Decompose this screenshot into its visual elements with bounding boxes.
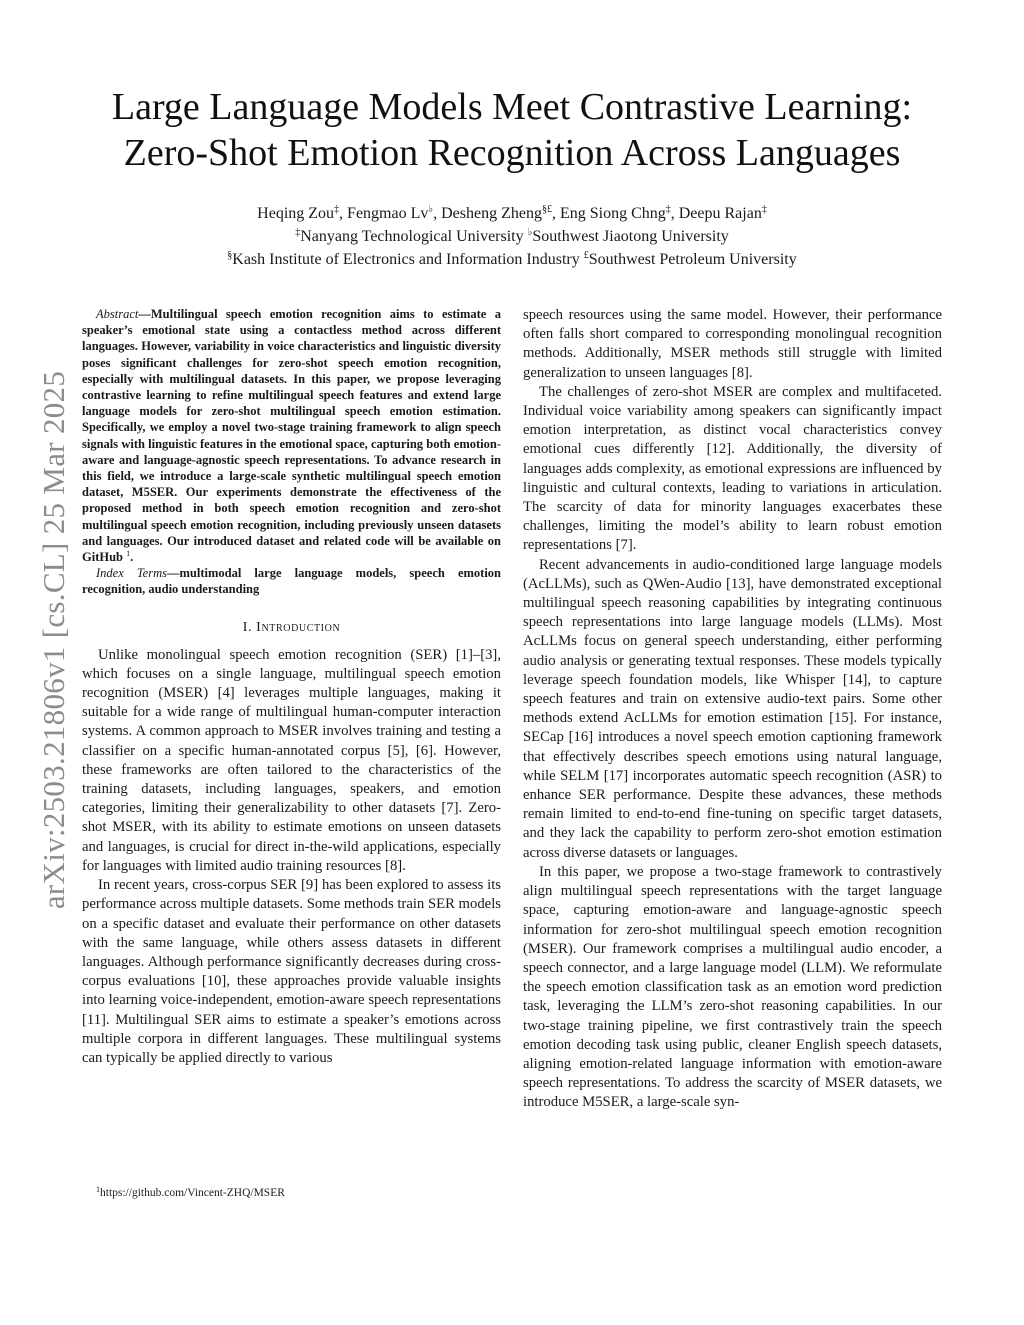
affiliation-mark: £ [583, 250, 589, 261]
affiliation-mark: § [227, 250, 233, 261]
index-terms-text: —multimodal large language models, speech emotion recognition, audio understanding [82, 566, 502, 597]
author-block [60, 202, 964, 271]
abstract-text: —Multilingual speech emotion recognition aims to estimate a speaker’s emotional state using a contactless method across different languages. However, variability in voice characteristics and linguistic diversity poses significant challenges for zero-shot speech emotion recognition, especially with multilingual datasets. In this paper, we propose leveraging contrastive learning to refine multilingual speech features and extend large language models for zero-shot multilingual speech emotion estimation. Specifically, we employ a novel two-stage training framework to align speech signals with linguistic features in the emotional space, capturing both emotion-aware and language-agnostic speech representations. To advance research in this field, we introduce a large-scale synthetic multilingual speech emotion dataset, M5SER. Our experiments demonstrate the effectiveness of the proposed method in both speech emotion recognition and zero-shot multilingual speech emotion recognition, including previously unseen datasets and languages. Our introduced dataset and related code will be available on GitHub [82, 307, 501, 565]
title-line-1: Large Language Models Meet Contrastive Learning: [111, 86, 913, 128]
author-mark: ‡ [665, 204, 671, 215]
abstract-lead: Abstract [96, 307, 139, 321]
footnote-mark: 1 [96, 1185, 100, 1194]
paragraph: In this paper, we propose a two-stage framework to contrastively align multilingual speech representations with the target language space, capturing emotion-aware and language-agnostic speech information for zero-shot multilingual speech emotion recognition (MSER). Our framework comprises a multilingual audio encoder, a speech connector, and a large language model (LLM). We reformulate the speech emotion classification task as an emotion word prediction task, leveraging the LLM’s zero-shot reasoning capabilities. In our two-stage training pipeline, we first contrastively train the speech emotion decoding task using public, cleaner English speech datasets, aligning emotion-related language information with emotion-aware speech representations. To address the scarcity of MSER datasets, we introduce M5SER, a large-scale syn- [523, 863, 942, 1111]
right-column [523, 306, 942, 1113]
author-name: , Fengmao Lv [339, 205, 429, 222]
affiliation-mark: ♭ [527, 227, 533, 238]
paragraph: speech resources using the same model. However, their performance often falls short compared to corresponding monolingual recognition methods. Additionally, MSER methods still struggle with limited generalization to unseen languages [8]. [523, 307, 942, 381]
section-heading: I. Introduction [242, 619, 341, 635]
footnote-link[interactable]: https://github.com/Vincent-ZHQ/MSER [100, 1187, 285, 1199]
author-name: Heqing Zou [257, 205, 335, 222]
footnote-marker: 1 [126, 549, 131, 559]
paper-title [60, 84, 964, 176]
paragraph: Unlike monolingual speech emotion recognition (SER) [1]–[3], which focuses on a single language, multilingual speech emotion recognition (MSER) [4] leverages multiple languages, making it suitable for a wide range of multilingual human-computer interaction systems. A common approach to MSER involves training and testing a classifier on a specific human-annotated corpus [5], [6]. However, these frameworks are often tailored to the characteristics of the training datasets, including languages, speakers, and emotion categories, limiting their generalizability to other datasets [7]. Zero-shot MSER, with its ability to estimate emotions on unseen datasets and languages, is crucial for direct in-the-wild applications, especially for languages with limited audio training resources [8]. [82, 646, 501, 874]
footnote [96, 1186, 285, 1200]
author-name: , Desheng Zheng [433, 205, 542, 222]
left-column [82, 306, 501, 1068]
affiliation-line-1 [60, 225, 964, 248]
author-mark: ‡ [761, 204, 767, 215]
author-mark: ♭ [428, 204, 434, 215]
affiliation-mark: ‡ [295, 227, 301, 238]
author-mark: §£ [541, 204, 552, 215]
index-terms-lead: Index Terms [96, 566, 167, 581]
affiliation-line-2 [60, 248, 964, 271]
author-name: , Eng Siong Chng [551, 205, 666, 222]
abstract [82, 306, 501, 565]
paragraph: Recent advancements in audio-conditioned large language models (AcLLMs), such as QWen-Audio [13], have demonstrated exceptional multilingual speech reasoning capabilities by integrating continuous speech representations into large language models (LLMs). Most AcLLMs focus on general speech understanding, either performing audio analysis or generating textual responses. These models typically leverage speech foundation models, like Whisper [14], to capture speech features and train on extensive audio-text pairs. Some other methods extend AcLLMs for emotion estimation [15]. For instance, SECap [16] introduces a novel speech emotion captioning framework that effectively describes speech emotions using natural language, while SELM [17] incorporates automatic speech recognition (ASR) to enhance SER performance. Despite these advances, these methods remain limited to end-to-end fine-tuning on specific target datasets, and they lack the capability to perform zero-shot emotion estimation across diverse datasets or languages. [523, 556, 942, 861]
affiliation-name: Southwest Petroleum University [588, 251, 797, 268]
affiliation-name: Southwest Jiaotong University [532, 228, 729, 245]
index-terms [82, 565, 501, 597]
paragraph: In recent years, cross-corpus SER [9] has been explored to assess its performance across multiple datasets. Some methods train SER models on a specific dataset and evaluate their performance on other datasets with the same language, while others assess datasets in different languages. Although performance significantly decreases during cross-corpus evaluations [10], these approaches provide valuable insights into learning voice-independent, emotion-aware speech representations [11]. Multilingual SER aims to estimate a speaker’s emotions across multiple corpora in different languages. These multilingual systems can typically be applied directly to various [82, 877, 501, 1066]
paragraph: The challenges of zero-shot MSER are complex and multifaceted. Individual voice variability among speakers can significantly impact emotion interpretation, as distinct vocal characteristics convey emotional cues differently [12]. Additionally, the diversity of languages adds complexity, as emotional expressions are influenced by linguistic and cultural contexts, leading to variations in articulation. The scarcity of data for minority languages exacerbates these challenges, limiting the model’s ability to learn robust emotion representations [7]. [523, 383, 942, 554]
title-line-2: Zero-Shot Emotion Recognition Across Languages [123, 132, 901, 174]
abstract-end: . [130, 550, 134, 565]
author-name: , Deepu Rajan [670, 205, 762, 222]
author-mark: ‡ [334, 204, 340, 215]
affiliation-name: Nanyang Technological University [300, 228, 528, 245]
affiliation-name: Kash Institute of Electronics and Information Industry [232, 251, 584, 268]
arxiv-identifier: arXiv:2503.21806v1 [cs.CL] 25 Mar 2025 [36, 370, 71, 910]
author-list [60, 202, 964, 225]
